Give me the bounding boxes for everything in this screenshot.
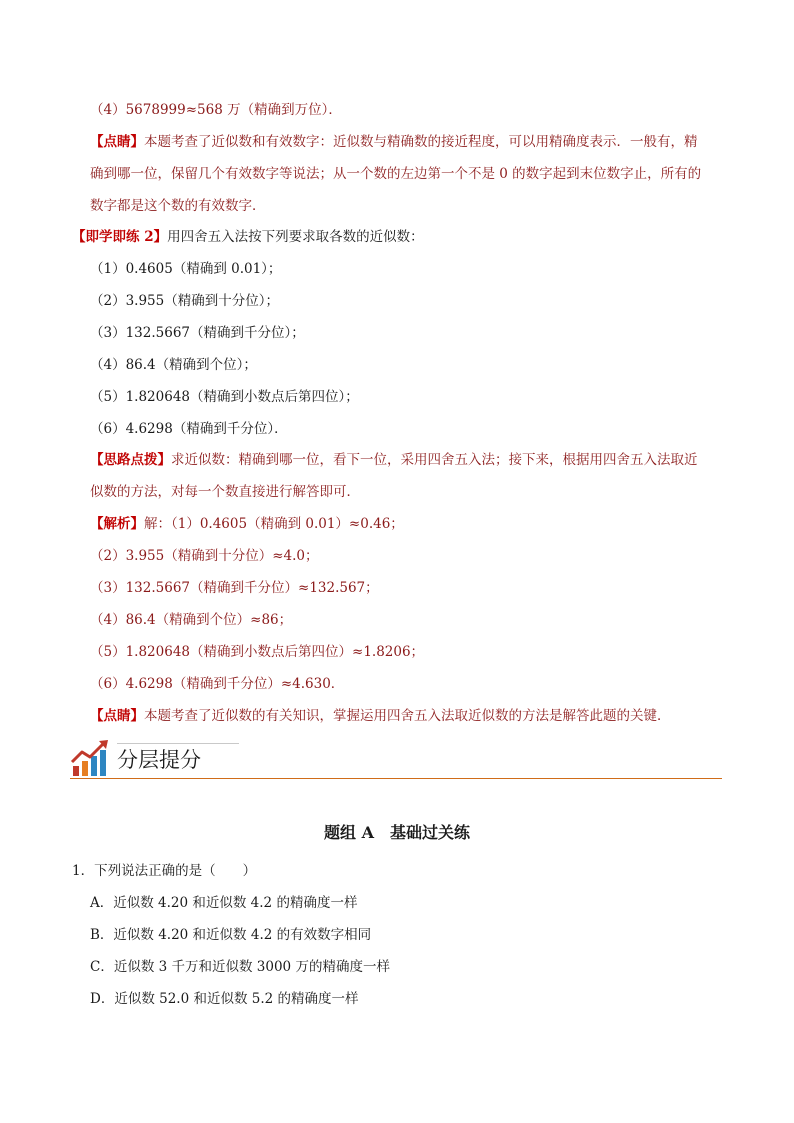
exercise-instruction: 用四舍五入法按下列要求取各数的近似数： xyxy=(167,229,424,245)
comment-text: 本题考查了近似数和有效数字：近似数与精确数的接近程度，可以用精确度表示．一般有，精 xyxy=(144,134,698,150)
exercise-item-6: （6）4.6298（精确到千分位）． xyxy=(90,421,288,437)
exercise-item-4: （4）86.4（精确到个位）； xyxy=(90,357,257,373)
solution-line-6: （6）4.6298（精确到千分位）≈4.630． xyxy=(90,676,345,692)
hint-text: 求近似数：精确到哪一位，看下一位，采用四舍五入法；接下来，根据用四舍五入法取近 xyxy=(171,452,698,468)
option-d: D．近似数 52.0 和近似数 5.2 的精确度一样 xyxy=(90,991,359,1007)
hint-line-1 xyxy=(90,450,698,470)
answer-line-4: （4）5678999≈568 万（精确到万位）． xyxy=(90,102,342,118)
comment-line-2: 确到哪一位，保留几个有效数字等说法；从一个数的左边第一个不是 0 的数字起到末位数字止，所有的 xyxy=(90,166,702,182)
rising-chart-icon xyxy=(70,738,110,778)
solution-line-5: （5）1.820648（精确到小数点后第四位）≈1.8206； xyxy=(90,644,425,660)
exercise-item-3: （3）132.5667（精确到千分位）； xyxy=(90,325,305,341)
note-tag: 【点睛】 xyxy=(90,708,144,724)
exercise-item-1: （1）0.4605（精确到 0.01）； xyxy=(90,261,282,277)
solution-tag: 【解析】 xyxy=(90,516,144,532)
question-stem: 1．下列说法正确的是（ ） xyxy=(72,863,257,879)
comment-line-3: 数字都是这个数的有效数字． xyxy=(90,198,266,214)
section-header xyxy=(70,738,722,782)
solution-line-1 xyxy=(90,514,404,534)
section-title: 分层提分 xyxy=(117,748,201,772)
hint-tag: 【思路点拨】 xyxy=(90,452,171,468)
exercise-heading xyxy=(72,227,424,247)
option-c: C．近似数 3 千万和近似数 3000 万的精确度一样 xyxy=(90,959,390,975)
group-title: 题组 A 基础过关练 xyxy=(324,823,470,842)
option-a: A．近似数 4.20 和近似数 4.2 的精确度一样 xyxy=(90,895,358,911)
solution-line-3: （3）132.5667（精确到千分位）≈132.567； xyxy=(90,580,379,596)
section-divider xyxy=(70,778,722,779)
section-overline xyxy=(117,743,239,744)
exercise-item-5: （5）1.820648（精确到小数点后第四位）； xyxy=(90,389,359,405)
solution-line-2: （2）3.955（精确到十分位）≈4.0； xyxy=(90,548,319,564)
solution-text: 解：（1）0.4605（精确到 0.01）≈0.46； xyxy=(144,516,404,532)
comment-tag: 【点睛】 xyxy=(90,134,144,150)
hint-line-2: 似数的方法，对每一个数直接进行解答即可． xyxy=(90,484,360,500)
exercise-item-2: （2）3.955（精确到十分位）； xyxy=(90,293,279,309)
option-b: B．近似数 4.20 和近似数 4.2 的有效数字相同 xyxy=(90,927,372,943)
comment-line-1 xyxy=(90,132,698,152)
solution-line-4: （4）86.4（精确到个位）≈86； xyxy=(90,612,293,628)
exercise-tag: 【即学即练 2】 xyxy=(72,229,168,245)
note-line xyxy=(90,706,671,726)
note-text: 本题考查了近似数的有关知识，掌握运用四舍五入法取近似数的方法是解答此题的关键． xyxy=(144,708,671,724)
